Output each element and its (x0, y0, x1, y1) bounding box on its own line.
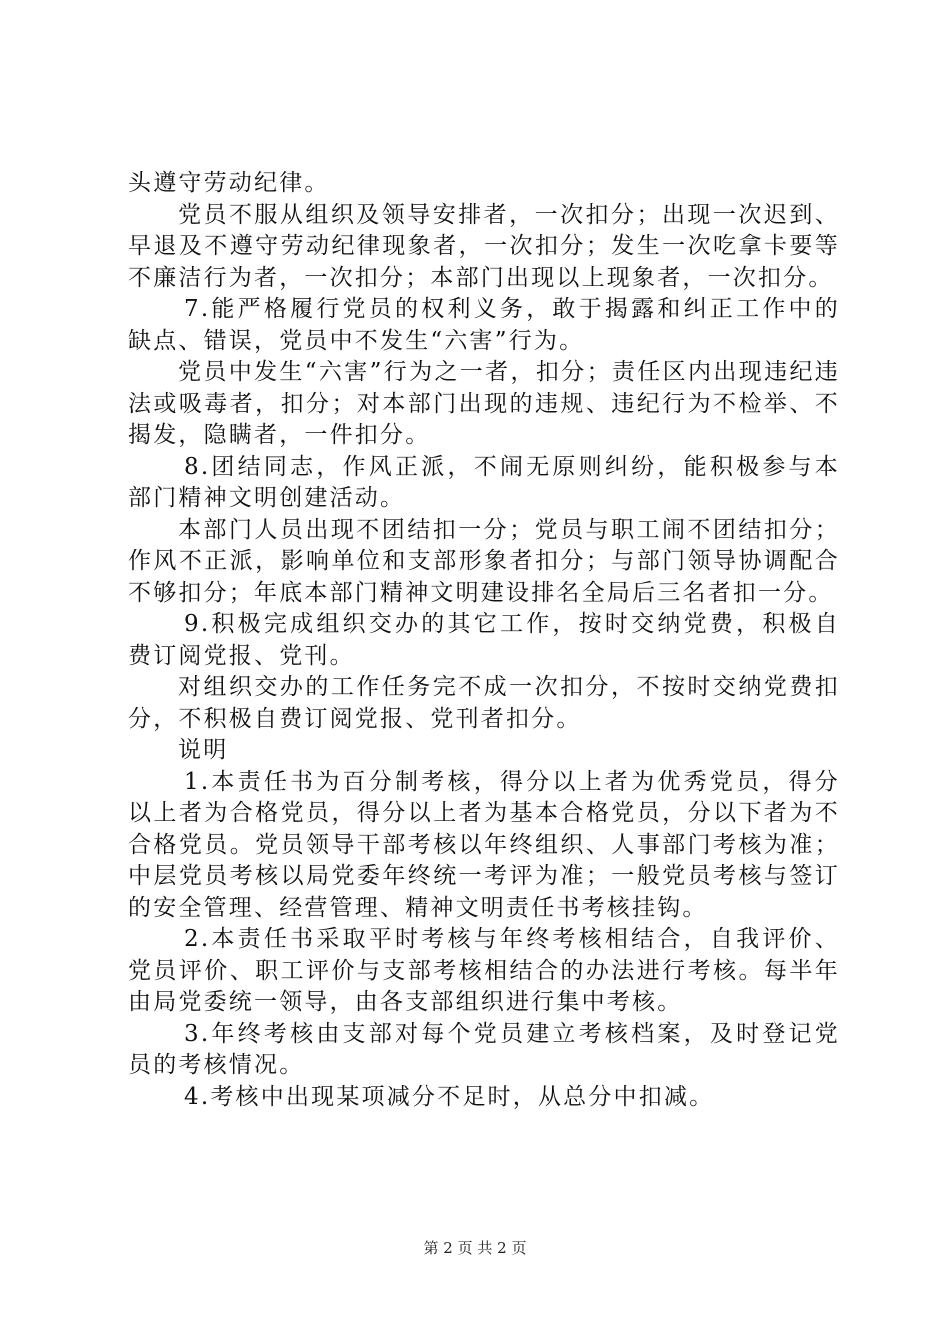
paragraph-5: 8.团结同志，作风正派，不闹无原则纠纷，能积极参与本部门精神文明创建活动。 (128, 453, 840, 511)
paragraph-8: 对组织交办的工作任务完不成一次扣分，不按时交纳党费扣分，不积极自费订阅党报、党刊者扣分。 (128, 674, 840, 732)
paragraph-3: 7.能严格履行党员的权利义务，敢于揭露和纠正工作中的缺点、错误，党员中不发生“六害”行为。 (128, 296, 840, 354)
paragraph-10: 1.本责任书为百分制考核，得分以上者为优秀党员，得分以上者为合格党员，得分以上者为基本合格党员，分以下者为不合格党员。党员领导干部考核以年终组织、人事部门考核为准；中层党员考核以局党委年终统一考评为准；一般党员考核与签订的安全管理、经营管理、精神文明责任书考核挂钩。 (128, 768, 840, 921)
paragraph-6: 本部门人员出现不团结扣一分；党员与职工闹不团结扣分；作风不正派，影响单位和支部形象者扣分；与部门领导协调配合不够扣分；年底本部门精神文明建设排名全局后三名者扣一分。 (128, 516, 840, 606)
paragraph-13: 4.考核中出现某项减分不足时，从总分中扣减。 (184, 1083, 715, 1110)
document-body (128, 168, 840, 1113)
paragraph-1: 头遵守劳动纪律。 (128, 170, 330, 196)
paragraph-7: 9.积极完成组织交办的其它工作，按时交纳党费，积极自费订阅党报、党刊。 (128, 611, 840, 669)
page-footer: 第 2 页 共 2 页 (423, 1239, 527, 1257)
paragraph-12: 3.年终考核由支部对每个党员建立考核档案，及时登记党员的考核情况。 (128, 1020, 840, 1078)
section-heading-notes: 说明 (178, 737, 229, 763)
paragraph-4: 党员中发生“六害”行为之一者，扣分；责任区内出现违纪违法或吸毒者，扣分；对本部门出现的违规、违纪行为不检举、不揭发，隐瞒者，一件扣分。 (128, 359, 840, 448)
paragraph-2: 党员不服从组织及领导安排者，一次扣分；出现一次迟到、早退及不遵守劳动纪律现象者，一次扣分；发生一次吃拿卡要等不廉洁行为者，一次扣分；本部门出现以上现象者，一次扣分。 (128, 201, 840, 291)
paragraph-11: 2.本责任书采取平时考核与年终考核相结合，自我评价、党员评价、职工评价与支部考核相结合的办法进行考核。每半年由局党委统一领导，由各支部组织进行集中考核。 (128, 926, 840, 1015)
